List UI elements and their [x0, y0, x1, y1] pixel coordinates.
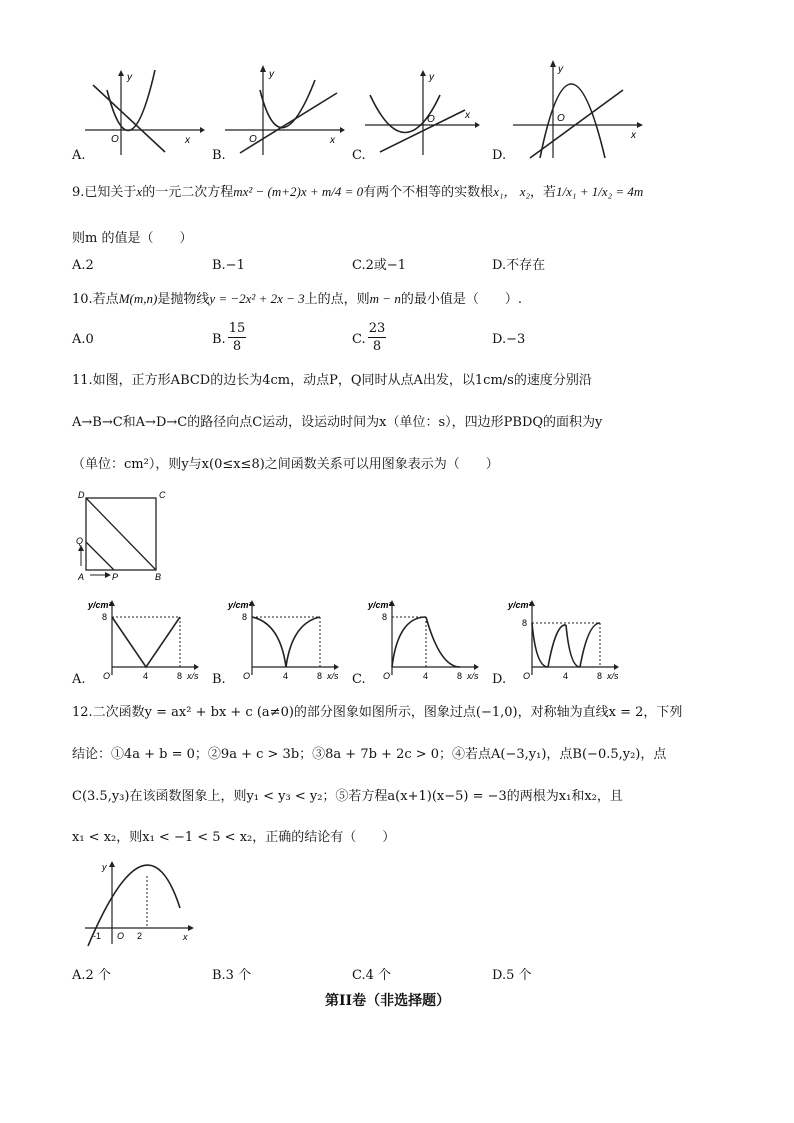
q10-point: M(m,n): [118, 291, 158, 306]
q11-sq-b: B: [155, 572, 162, 582]
q11-c-x: x/s: [467, 671, 479, 681]
q12-line4: x₁ < x₂，则x₁ < −1 < 5 < x₂，正确的结论有（ ）: [72, 830, 396, 845]
q11-d-x: x/s: [607, 671, 619, 681]
q12-y: y: [102, 862, 107, 872]
q9-condition: 1/x₁ + 1/x₂ = 4m: [556, 184, 644, 199]
q9-opt-b: B.−1: [212, 258, 245, 273]
q8-b-y: y: [269, 69, 274, 80]
q8-opt-c: C.: [352, 148, 366, 163]
q11-sq-d: D: [78, 490, 85, 500]
q9-opt-d: D.不存在: [492, 258, 546, 273]
q10-opt-b-den: 8: [232, 339, 242, 354]
q9-lead: 9.已知关于: [72, 185, 137, 200]
q10-text-b: 是抛物线: [157, 292, 210, 307]
q8-graphs: [60, 60, 740, 170]
q11-b-x: x/s: [327, 671, 339, 681]
q9-var-x: x: [136, 184, 143, 199]
q12-opt-d: D.5 个: [492, 968, 532, 983]
q11-c-4: 4: [423, 671, 429, 681]
q10-opt-b-num: 15: [228, 321, 246, 336]
q11-graph-d: [502, 595, 622, 685]
q12-line3: C(3.5,y₃)在该函数图象上，则y₁ < y₃ < y₂；⑤若方程a(x+1)(x−5) = −3的两根为x₁和x₂，且: [72, 789, 623, 804]
q10-text-a: 10.若点: [72, 292, 119, 307]
q11-c-o: O: [383, 671, 391, 681]
q12-x: x: [183, 932, 188, 942]
q8-opt-b: B.: [212, 148, 226, 163]
q8-a-y: y: [127, 72, 132, 83]
q11-sq-a: A: [78, 572, 85, 582]
q11-b-4: 4: [283, 671, 289, 681]
q10-opt-d: D.−3: [492, 332, 526, 347]
q11-square-figure: [72, 488, 172, 583]
q8-d-y: y: [558, 64, 563, 75]
q11-opt-a: A.: [72, 672, 86, 687]
q12-neg1: -1: [93, 931, 102, 941]
q11-d-8: 8: [597, 671, 603, 681]
q8-a-x: x: [185, 135, 190, 146]
q11-a-o: O: [103, 671, 111, 681]
q8-a-o: O: [111, 134, 119, 145]
q11-d-4: 4: [563, 671, 569, 681]
q10-opt-c-den: 8: [372, 339, 382, 354]
q10-text-c: 上的点，则: [304, 292, 370, 307]
q10-opt-c-prefix: C.: [352, 332, 366, 347]
q8-d-x: x: [631, 130, 636, 141]
q11-a-s: 8: [102, 612, 108, 622]
q11-c-s: 8: [382, 612, 388, 622]
q8-graph-d: [505, 60, 645, 160]
q10-expr: m − n: [369, 291, 401, 306]
q9-opt-c: C.2或−1: [352, 258, 407, 273]
q8-c-y: y: [429, 72, 434, 83]
q8-c-o: O: [427, 114, 435, 125]
q12-parabola-figure: [80, 858, 200, 948]
q10-opt-c-frac: [368, 320, 386, 356]
q12-opt-b: B.3 个: [212, 968, 252, 983]
q11-c-y: y/cm²: [368, 600, 392, 610]
q11-sq-c: C: [159, 490, 166, 500]
q8-graph-b: [225, 65, 345, 155]
q11-b-s: 8: [242, 612, 248, 622]
q11-a-y: y/cm²: [88, 600, 112, 610]
q8-graph-c: [365, 70, 485, 155]
q11-d-y: y/cm²: [508, 600, 532, 610]
q11-opt-c: C.: [352, 672, 366, 687]
q12-opt-a: A.2 个: [72, 968, 111, 983]
q11-b-8: 8: [317, 671, 323, 681]
q9-mid3: ，若: [530, 185, 557, 200]
q8-b-x: x: [330, 135, 335, 146]
q10-stem: [72, 290, 522, 309]
q11-a-4: 4: [143, 671, 149, 681]
q8-b-o: O: [249, 134, 257, 145]
q10-text-d: 的最小值是（ ）.: [400, 292, 522, 307]
q11-d-o: O: [523, 671, 531, 681]
q9-equation: mx² − (m+2)x + m/4 = 0: [233, 184, 364, 199]
q8-graph-a: [85, 70, 205, 155]
q10-opt-b-frac: [228, 320, 246, 356]
q12-opt-c: C.4 个: [352, 968, 392, 983]
q8-d-o: O: [557, 113, 565, 124]
q12-o: O: [117, 931, 125, 941]
q8-c-x: x: [465, 110, 470, 121]
q9-mid1: 的一元二次方程: [142, 185, 234, 200]
q11-line1: 11.如图，正方形ABCD的边长为4cm，动点P，Q同时从点A出发，以1cm/s的速度分别沿: [72, 373, 592, 388]
q9-line2: 则m 的值是（ ）: [72, 231, 193, 246]
section-title: 第II卷（非选择题）: [325, 993, 451, 1009]
q10-opt-b-prefix: B.: [212, 332, 226, 347]
q11-graphs: [72, 595, 632, 690]
q10-parabola: y = −2x² + 2x − 3: [209, 291, 305, 306]
q11-b-y: y/cm²: [228, 600, 252, 610]
q11-d-s: 8: [522, 618, 528, 628]
q11-line2: A→B→C和A→D→C的路径向点C运动，设运动时间为x（单位：s），四边形PBDQ的面积为y: [72, 415, 603, 430]
q11-a-x: x/s: [187, 671, 199, 681]
q12-line2: 结论：①4a + b = 0；②9a + c > 3b；③8a + 7b + 2c > 0；④若点A(−3,y₁)，点B(−0.5,y₂)，点: [72, 747, 667, 762]
q12-two: 2: [137, 931, 143, 941]
q11-b-o: O: [243, 671, 251, 681]
q11-opt-b: B.: [212, 672, 226, 687]
q9-line1: [72, 183, 643, 202]
q11-line3: （单位：cm²），则y与x(0≤x≤8)之间函数关系可以用图象表示为（ ）: [72, 457, 499, 472]
q11-graph-c: [362, 595, 482, 685]
q10-opt-c-num: 23: [368, 321, 386, 336]
q8-opt-a: A.: [72, 148, 86, 163]
q11-graph-a: [82, 595, 202, 685]
q10-opt-a: A.0: [72, 332, 94, 347]
q11-sq-p: P: [112, 572, 119, 582]
q9-roots: x₁， x₂: [493, 184, 531, 199]
q9-opt-a: A.2: [72, 258, 94, 273]
q12-line1: 12.二次函数y = ax² + bx + c (a≠0)的部分图象如图所示，图象过点(−1,0)，对称轴为直线x = 2，下列: [72, 705, 683, 720]
q11-graph-b: [222, 595, 342, 685]
q11-c-8: 8: [457, 671, 463, 681]
q11-opt-d: D.: [492, 672, 507, 687]
q8-opt-d: D.: [492, 148, 507, 163]
q11-a-8: 8: [177, 671, 183, 681]
q11-sq-q: Q: [76, 536, 84, 546]
q9-mid2: 有两个不相等的实数根: [363, 185, 494, 200]
